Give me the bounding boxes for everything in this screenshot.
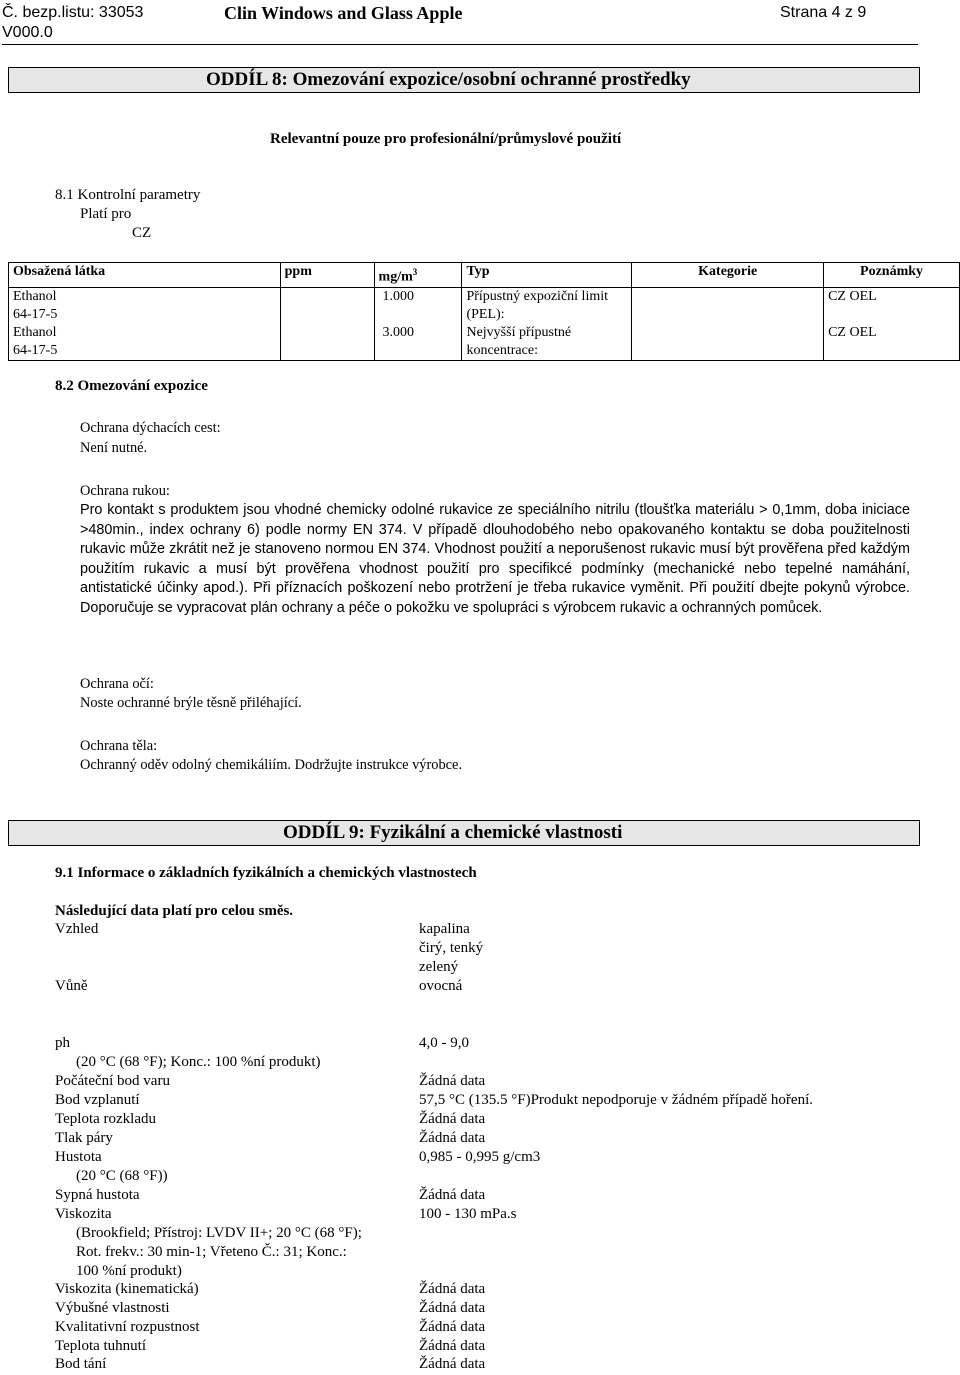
exposure-limits-table xyxy=(8,262,960,361)
appearance-value: čirý, tenký xyxy=(419,940,484,956)
prop-value: Žádná data xyxy=(419,1356,486,1372)
prop-label: Hustota xyxy=(55,1149,102,1165)
applies-for: Platí pro xyxy=(80,206,132,222)
odor-value: ovocná xyxy=(419,978,463,994)
odor-label: Vůně xyxy=(55,978,88,994)
prop-value: Žádná data xyxy=(419,1187,486,1203)
cell-category xyxy=(632,287,824,324)
prop-value: 4,0 - 9,0 xyxy=(419,1035,469,1051)
relevance-note: Relevantní pouze pro profesionální/průmyslové použití xyxy=(270,131,622,147)
applies-all: Následující data platí pro celou směs. xyxy=(55,903,294,919)
cell-ppm xyxy=(280,324,374,361)
eye-text: Noste ochranné brýle těsně přiléhající. xyxy=(80,695,302,711)
prop-value: Žádná data xyxy=(419,1281,486,1297)
cell-mg: 1.000 xyxy=(374,287,462,324)
prop-label: Bod vzplanutí xyxy=(55,1092,140,1108)
prop-value: Žádná data xyxy=(419,1319,486,1335)
body-text: Ochranný oděv odolný chemikáliím. Dodržujte instrukce výrobce. xyxy=(80,757,463,773)
prop-label: Teplota tuhnutí xyxy=(55,1338,147,1354)
table-row xyxy=(9,287,960,324)
hand-label: Ochrana rukou: xyxy=(80,483,170,499)
prop-label: Počáteční bod varu xyxy=(55,1073,170,1089)
prop-label: Viskozita (kinematická) xyxy=(55,1281,199,1297)
version: V000.0 xyxy=(2,24,53,41)
prop-value: Žádná data xyxy=(419,1300,486,1316)
prop-value: Žádná data xyxy=(419,1073,486,1089)
prop-label: Teplota rozkladu xyxy=(55,1111,156,1127)
prop-value: 57,5 °C (135.5 °F)Produkt nepodporuje v žádném případě hoření. xyxy=(419,1092,814,1108)
col-ppm: ppm xyxy=(280,263,374,288)
header-rule xyxy=(2,44,918,45)
prop-label: Bod tání xyxy=(55,1356,107,1372)
cell-note: CZ OEL xyxy=(824,287,960,324)
eye-label: Ochrana očí: xyxy=(80,676,154,692)
col-category: Kategorie xyxy=(632,263,824,288)
prop-label: Výbušné vlastnosti xyxy=(55,1300,170,1316)
s82-heading: 8.2 Omezování expozice xyxy=(55,378,208,394)
country: CZ xyxy=(132,225,152,241)
page-number: Strana 4 z 9 xyxy=(780,4,867,21)
respiratory-text: Není nutné. xyxy=(80,440,148,456)
prop-sub: Rot. frekv.: 30 min-1; Vřeteno Č.: 31; Konc.: xyxy=(76,1244,347,1260)
body-label: Ochrana těla: xyxy=(80,738,158,754)
prop-sub: (20 °C (68 °F)) xyxy=(76,1168,168,1184)
hand-protection-text: Pro kontakt s produktem jsou vhodné chemicky odolné rukavice ze speciálního nitrilu (tloušťka materiálu > 0,1mm, doba iniciace >480min., index ochrany 6) podle normy EN 374. V případě dlouhodobého nebo opakovaného kontaktu se doba použitelnosti rukavic může zkrátit než je stanoveno normou EN 374. Vhodnost použití a neporušenost rukavic musí být prověřena před každým použitím rukavic a musí být prověřena vhodnost použití pro specifikcé podmínky (mechanické nebo tepelné namáhání, antistatické účinky apod.). Při příznacích poškození nebo protržení je třeba rukavice vyměnit. Při použití dbejte pokynů výrobce. Doporučuje se vypracovat plán ochrany a péče o pokožku ve spolupráci s výrobcem rukavic a ochranných pomůcek. xyxy=(80,502,910,616)
cell-substance: Ethanol 64-17-5 xyxy=(9,287,281,324)
cell-category xyxy=(632,324,824,361)
table-header-row xyxy=(9,263,960,288)
respiratory-label: Ochrana dýchacích cest: xyxy=(80,420,221,436)
cell-type: Nejvyšší přípustné koncentrace: xyxy=(462,324,632,361)
cell-substance: Ethanol 64-17-5 xyxy=(9,324,281,361)
cell-ppm xyxy=(280,287,374,324)
prop-label: Viskozita xyxy=(55,1206,112,1222)
prop-sub: 100 %ní produkt) xyxy=(76,1263,182,1279)
prop-sub: (20 °C (68 °F); Konc.: 100 %ní produkt) xyxy=(76,1054,321,1070)
section-8-title: ODDÍL 8: Omezování expozice/osobní ochranné prostředky xyxy=(206,69,691,90)
prop-value: 0,985 - 0,995 g/cm3 xyxy=(419,1149,541,1165)
appearance-value: zelený xyxy=(419,959,459,975)
prop-value: Žádná data xyxy=(419,1338,486,1354)
sheet-number: Č. bezp.listu: 33053 xyxy=(2,4,144,21)
cell-type: Přípustný expoziční limit (PEL): xyxy=(462,287,632,324)
col-type: Typ xyxy=(462,263,632,288)
cell-note: CZ OEL xyxy=(824,324,960,361)
prop-sub: (Brookfield; Přístroj: LVDV II+; 20 °C (68 °F); xyxy=(76,1225,362,1241)
col-mg: $mg/m^3$ xyxy=(374,263,462,288)
prop-value: 100 - 130 mPa.s xyxy=(419,1206,517,1222)
appearance-value: kapalina xyxy=(419,921,470,937)
prop-label: Tlak páry xyxy=(55,1130,113,1146)
prop-label: Kvalitativní rozpustnost xyxy=(55,1319,200,1335)
s81-heading: 8.1 Kontrolní parametry xyxy=(55,187,201,203)
col-notes: Poznámky xyxy=(824,263,960,288)
col-substance: Obsažená látka xyxy=(9,263,281,288)
prop-label: ph xyxy=(55,1035,70,1051)
s91-heading: 9.1 Informace o základních fyzikálních a chemických vlastnostech xyxy=(55,865,477,881)
product-name: Clin Windows and Glass Apple xyxy=(224,3,463,23)
prop-value: Žádná data xyxy=(419,1111,486,1127)
cell-mg: 3.000 xyxy=(374,324,462,361)
prop-label: Sypná hustota xyxy=(55,1187,140,1203)
table-row xyxy=(9,324,960,361)
prop-value: Žádná data xyxy=(419,1130,486,1146)
section-9-title: ODDÍL 9: Fyzikální a chemické vlastnosti xyxy=(283,822,623,843)
appearance-label: Vzhled xyxy=(55,921,99,937)
